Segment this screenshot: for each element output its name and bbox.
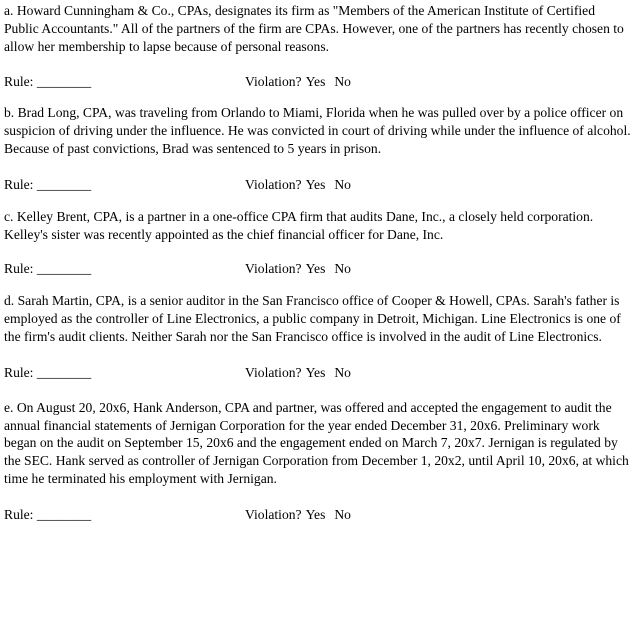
- item-c-no-option[interactable]: No: [334, 261, 351, 277]
- item-d-rule-field[interactable]: Rule: ________: [4, 364, 92, 380]
- item-e-text: e. On August 20, 20x6, Hank Anderson, CPA and partner, was offered and accepted the engagement to audit the annual financial statements of Jernigan Corporation for the year ended December 31, 20x6. Preliminary work began on the audit on September 15, 20x6 and the engagement ended on March 7, 20x7. Jernigan is regulated by the SEC. Hank served as controller of Jernigan Corporation from December 1, 20x2, until April 10, 20x6, at which time he terminated his employment with Jernigan.: [4, 399, 629, 486]
- item-e-no-option[interactable]: No: [334, 506, 351, 522]
- item-c-violation: [245, 260, 351, 278]
- item-b-text: b. Brad Long, CPA, was traveling from Orlando to Miami, Florida when he was pulled over by a police officer on suspicion of driving under the influence. He was convicted in court of driving while under the influence of alcohol. Because of past convictions, Brad was sentenced to 5 years in prison.: [4, 105, 631, 156]
- item-c-rule-field[interactable]: Rule: ________: [4, 261, 92, 277]
- item-d-no-option[interactable]: No: [334, 364, 351, 380]
- item-e-rule-field[interactable]: Rule: ________: [4, 506, 92, 522]
- item-d-answer-line: [4, 364, 632, 382]
- item-b-answer-line: [4, 176, 632, 194]
- item-a-text: a. Howard Cunningham & Co., CPAs, designates its firm as "Members of the American Institute of Certified Public Accountants." All of the partners of the firm are CPAs. However, one of the partners has recently chosen to allow her membership to lapse because of personal reasons.: [4, 3, 624, 54]
- item-c-answer-line: [4, 260, 632, 278]
- item-b-violation-label: Violation?: [245, 176, 302, 192]
- item-e-yes-option[interactable]: Yes: [305, 506, 326, 522]
- item-c-yes-option[interactable]: Yes: [305, 261, 326, 277]
- item-c-text: c. Kelley Brent, CPA, is a partner in a one-office CPA firm that audits Dane, Inc., a closely held corporation. Kelley's sister was recently appointed as the chief financial officer for Dane, Inc.: [4, 208, 594, 242]
- item-a-violation-label: Violation?: [245, 74, 302, 90]
- item-a-rule-field[interactable]: Rule: ________: [4, 74, 92, 90]
- item-d-yes-option[interactable]: Yes: [305, 364, 326, 380]
- item-e-violation: [245, 506, 351, 524]
- item-e-violation-label: Violation?: [245, 506, 302, 522]
- item-c-violation-label: Violation?: [245, 261, 302, 277]
- item-a-no-option[interactable]: No: [334, 74, 351, 90]
- item-a-answer-line: [4, 73, 632, 91]
- item-b-no-option[interactable]: No: [334, 176, 351, 192]
- document: [4, 0, 632, 524]
- item-a-violation: [245, 73, 351, 91]
- item-d-text: d. Sarah Martin, CPA, is a senior auditor in the San Francisco office of Cooper & Howell, CPAs. Sarah's father is employed as the controller of Line Electronics, a public company in Detroit, Michigan. Line Electronics is one of the firm's audit clients. Neither Sarah nor the San Francisco office is involved in the audit of Line Electronics.: [4, 293, 621, 344]
- item-b-rule-field[interactable]: Rule: ________: [4, 176, 92, 192]
- item-d-violation-label: Violation?: [245, 364, 302, 380]
- item-d-violation: [245, 364, 351, 382]
- item-a-yes-option[interactable]: Yes: [305, 74, 326, 90]
- item-b-violation: [245, 176, 351, 194]
- item-e-answer-line: [4, 506, 632, 524]
- item-b-yes-option[interactable]: Yes: [305, 176, 326, 192]
